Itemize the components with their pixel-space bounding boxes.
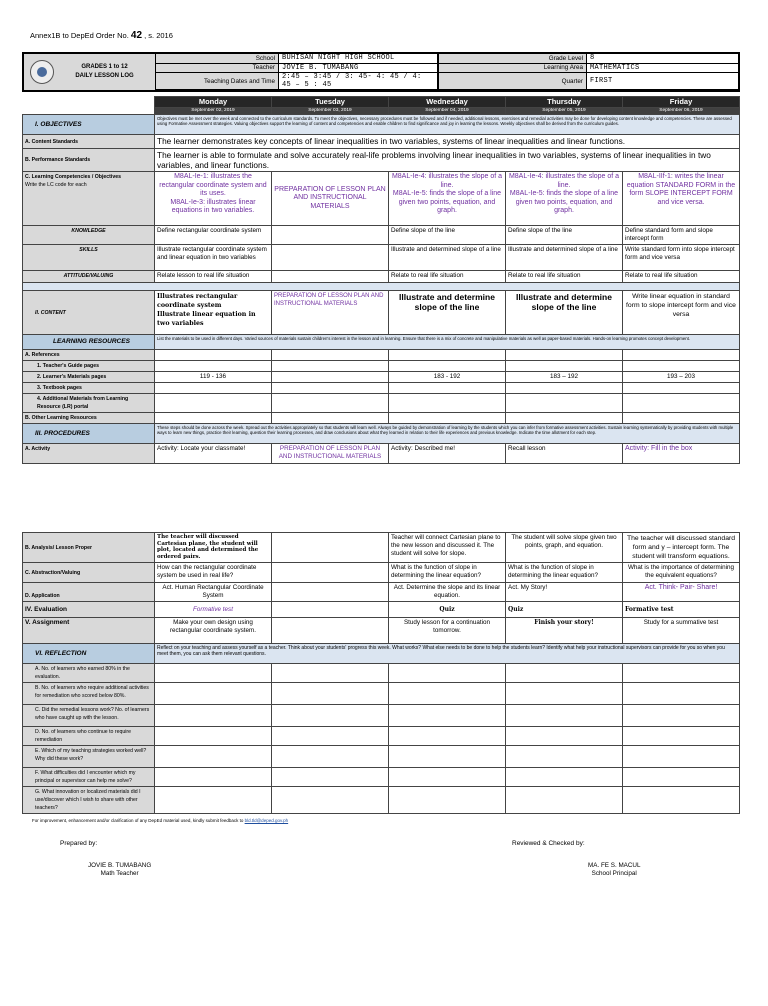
evaluation-cell — [272, 602, 389, 618]
resources-label: LEARNING RESOURCES — [23, 335, 155, 350]
reviewed-by-label: Reviewed & Checked by: — [512, 840, 585, 847]
application-cell — [272, 583, 389, 602]
day-date: September 06, 2019 — [623, 108, 740, 115]
analysis-cell: The teacher will discussed standard form and y – intercept form. The student will transform equations. — [623, 533, 740, 563]
lm-pages-cell: 183 – 192 — [506, 372, 623, 383]
evaluation-cell: Quiz — [506, 602, 623, 618]
evaluation-label: IV. Evaluation — [23, 602, 155, 618]
feedback-note: For improvement, enhancement and/or clarification of any DepEd material used, kindly submit feedback to bld.tld@deped.gov.ph — [32, 818, 289, 823]
lm-pages-cell: 119 - 136 — [155, 372, 272, 383]
reflection-item: F. What difficulties did I encounter which my principal or supervisor can help me solve? — [23, 768, 155, 787]
competency-cell: M8AL-Ie-4: illustrates the slope of a line. M8AL-Ie-5: finds the slope of a line given two points, equation, and graph. — [506, 172, 623, 226]
reflection-item: D. No. of learners who continue to require remediation — [23, 727, 155, 746]
knowledge-cell: Define rectangular coordinate system — [155, 226, 272, 245]
skills-cell: Write standard form into slope intercept form and vice versa — [623, 245, 740, 271]
competency-cell: M8AL-Ie-1: illustrates the rectangular coordinate system and its uses. M8AL-Ie-3: illustrates linear equations in two variables. — [155, 172, 272, 226]
procedures-label: III. PROCEDURES — [23, 424, 155, 444]
teacher-title: Math Teacher — [100, 870, 139, 877]
content-cell: Illustrate and determine slope of the line — [389, 291, 506, 335]
quarter-label: Quarter — [438, 73, 586, 90]
lm-pages-cell — [272, 372, 389, 383]
performance-standards-label: B. Performance Standards — [23, 149, 155, 172]
resources-text: List the materials to be used in different days. Varied sources of materials sustain children's interest in the lesson and in learning. Ensure that there is a mix of concrete and manipulative materials as well as paper-based materials. Hands-on learning promotes concept development. — [155, 335, 740, 350]
skills-cell: Illustrate and determined slope of a line — [389, 245, 506, 271]
analysis-cell: The student will solve slope given two points, graph, and equation. — [506, 533, 623, 563]
skills-cell: Illustrate rectangular coordinate system and linear equation in two variables — [155, 245, 272, 271]
content-standards-label: A. Content Standards — [23, 135, 155, 149]
skills-cell: Illustrate and determined slope of a line — [506, 245, 623, 271]
lr-portal-label: 4. Additional Materials from Learning Resource (LR) portal — [23, 394, 155, 413]
reflection-item: E. Which of my teaching strategies worked well? Why did these work? — [23, 746, 155, 768]
attitude-cell: Relate to real life situation — [506, 271, 623, 283]
analysis-label: B. Analysis/ Lesson Proper — [23, 533, 155, 563]
principal-title: School Principal — [591, 870, 637, 877]
analysis-cell: Teacher will connect Cartesian plane to the new lesson and discussed it. The student will solve for slope. — [389, 533, 506, 563]
assignment-cell — [272, 618, 389, 644]
content-label: II. CONTENT — [23, 291, 155, 335]
school-label: School — [156, 54, 278, 64]
activity-cell: Recall lesson — [506, 444, 623, 464]
assignment-cell: Finish your story! — [506, 618, 623, 644]
lm-pages-cell: 183 - 192 — [389, 372, 506, 383]
dates-label: Teaching Dates and Time — [156, 73, 278, 90]
attitude-cell: Relate to real life situation — [389, 271, 506, 283]
school-value: BUHISAN NIGHT HIGH SCHOOL — [278, 54, 438, 64]
dll-title: DAILY LESSON LOG — [75, 73, 134, 79]
assignment-cell: Make your own design using rectangular coordinate system. — [155, 618, 272, 644]
activity-cell: Activity: Locate your classmate! — [155, 444, 272, 464]
activity-cell: Activity: Fill in the box — [623, 444, 740, 464]
area-label: Learning Area — [438, 64, 586, 74]
day-header: Wednesday — [389, 97, 506, 108]
skills-label: SKILLS — [23, 245, 155, 271]
knowledge-cell: Define slope of the line — [389, 226, 506, 245]
content-cell: Illustrate and determine slope of the line — [506, 291, 623, 335]
evaluation-cell: Quiz — [389, 602, 506, 618]
application-label: D. Application — [23, 583, 155, 602]
reflection-label: VI. REFLECTION — [23, 644, 155, 664]
day-date: September 04, 2019 — [389, 108, 506, 115]
competency-cell: M8AL-Ie-4: illustrates the slope of a line. M8AL-Ie-5: finds the slope of a line given two points, equation, and graph. — [389, 172, 506, 226]
assignment-label: V. Assignment — [23, 618, 155, 644]
analysis-cell: The teacher will discussed Cartesian plane, the student will plot, located and determined the ordered pairs. — [155, 533, 272, 563]
reflection-text: Reflect on your teaching and assess yourself as a teacher. Think about your students' progress this week. What works? What else needs to be done to help the students learn? Identify what help your instructional supervisors can provide for you so when you meet them, you can ask them relevant questions. — [155, 644, 740, 664]
application-cell: Act. Think- Pair- Share! — [623, 583, 740, 602]
deped-seal-icon — [30, 60, 54, 84]
textbook-label: 3. Textbook pages — [23, 383, 155, 394]
knowledge-cell: Define standard form and slope intercept form — [623, 226, 740, 245]
abstraction-cell — [272, 563, 389, 583]
learners-materials-label: 2. Learner's Materials pages — [23, 372, 155, 383]
other-resources-label: B. Other Learning Resources — [23, 413, 155, 424]
application-cell: Act. My Story! — [506, 583, 623, 602]
day-header: Thursday — [506, 97, 623, 108]
attitude-label: ATTITUDE/VALUING — [23, 271, 155, 283]
procedures-text: These steps should be done across the week. Spread out the activities appropriately so that students will learn well. Always be guided by demonstration of learning by the students which you can infer from formative assessment activities. Sustain learning systematically by providing students with multiple ways to learn new things, practice their learning, question their learning processes, and draw conclusions about what they learned in relation to their life experiences and previous knowledge. Indicate the time allotment for each step. — [155, 424, 740, 444]
day-date: September 02, 2019 — [155, 108, 272, 115]
quarter-value: FIRST — [586, 73, 738, 90]
day-date: September 03, 2019 — [272, 108, 389, 115]
lm-pages-cell: 193 – 203 — [623, 372, 740, 383]
area-value: MATHEMATICS — [586, 64, 738, 74]
assignment-cell: Study for a summative test — [623, 618, 740, 644]
skills-cell — [272, 245, 389, 271]
feedback-email-link[interactable]: bld.tld@deped.gov.ph — [244, 818, 289, 823]
abstraction-cell: What is the function of slope in determining the linear equation? — [389, 563, 506, 583]
knowledge-cell — [272, 226, 389, 245]
content-cell: PREPARATION OF LESSON PLAN AND INSTRUCTIONAL MATERIALS — [272, 291, 389, 335]
competency-cell: M8AL-IIf-1: writes the linear equation STANDARD FORM in the form SLOPE INTERCEPT FORM and vice versa. — [623, 172, 740, 226]
teacher-label: Teacher — [156, 64, 278, 74]
dll-table-top — [22, 96, 740, 464]
day-date: September 05, 2019 — [506, 108, 623, 115]
abstraction-label: C. Abstraction/Valuing — [23, 563, 155, 583]
abstraction-cell: How can the rectangular coordinate system be used in real life? — [155, 563, 272, 583]
grade-label: Grade Level — [438, 54, 586, 64]
references-label: A. References — [23, 350, 155, 361]
day-header: Monday — [155, 97, 272, 108]
reflection-item: C. Did the remedial lessons work? No. of learners who have caught up with the lesson. — [23, 705, 155, 727]
reflection-item: A. No. of learners who earned 80% in the evaluation. — [23, 664, 155, 683]
attitude-cell — [272, 271, 389, 283]
application-cell: Act. Human Rectangular Coordinate System — [155, 583, 272, 602]
principal-name: MA. FE S. MACUL — [588, 862, 641, 869]
reflection-item: G. What innovation or localized materials did I use/discover which I wish to share with other teachers? — [23, 787, 155, 814]
grades-label: GRADES 1 to 12 — [81, 64, 128, 70]
objectives-label: I. OBJECTIVES — [23, 115, 155, 135]
prepared-by-label: Prepared by: — [60, 840, 98, 847]
objectives-text: Objectives must be met over the week and connected to the curriculum standards. To meet the objectives, necessary procedures must be followed and if needed, additional lessons, exercises and remedial activities may be done for developing content knowledge and competencies. These are assessed using Formative Assessment strategies. Valuing objectives support the learning of content and competencies and enable children to find significance and joy in learning the lessons. Weekly objectives shall be derived from the curriculum guides. — [155, 115, 740, 135]
performance-standards-text: The learner is able to formulate and solve accurately real-life problems involving linear inequalities in two variables, systems of linear inequalities in two variables, and linear functions. — [155, 149, 740, 172]
attitude-cell: Relate lesson to real life situation — [155, 271, 272, 283]
analysis-cell — [272, 533, 389, 563]
evaluation-cell: Formative test — [155, 602, 272, 618]
assignment-cell: Study lesson for a continuation tomorrow. — [389, 618, 506, 644]
knowledge-cell: Define slope of the line — [506, 226, 623, 245]
teacher-name: JOVIE B. TUMABANG — [88, 862, 152, 869]
reflection-item: B. No. of learners who require additional activities for remediation who scored below 80%. — [23, 683, 155, 705]
evaluation-cell: Formative test — [623, 602, 740, 618]
teacher-value: JOVIE B. TUMABANG — [278, 64, 438, 74]
abstraction-cell: What is the importance of determining the equivalent equations? — [623, 563, 740, 583]
teachers-guide-label: 1. Teacher's Guide pages — [23, 361, 155, 372]
principal-signature-block — [588, 862, 640, 878]
day-header: Tuesday — [272, 97, 389, 108]
activity-cell: PREPARATION OF LESSON PLAN AND INSTRUCTIONAL MATERIALS — [272, 444, 389, 464]
content-cell: Illustrates rectangular coordinate system Illustrate linear equation in two variables — [155, 291, 272, 335]
activity-cell: Activity: Described me! — [389, 444, 506, 464]
dates-value: 2:45 – 3:45 / 3: 45- 4: 45 / 4: 45 – 5 : 45 — [278, 73, 438, 90]
competency-cell: PREPARATION OF LESSON PLAN AND INSTRUCTIONAL MATERIALS — [272, 172, 389, 226]
abstraction-cell: What is the function of slope in determining the linear equation? — [506, 563, 623, 583]
attitude-cell: Relate to real life situation — [623, 271, 740, 283]
header-block — [22, 52, 740, 92]
teacher-signature-block — [88, 862, 151, 878]
competencies-label: C. Learning Competencies / Objectives Write the LC code for each — [23, 172, 155, 226]
day-header: Friday — [623, 97, 740, 108]
content-cell: Write linear equation in standard form to slope intercept form and vice versa — [623, 291, 740, 335]
grade-value: 8 — [586, 54, 738, 64]
annex-reference: Annex1B to DepEd Order No. 42 , s. 2016 — [30, 30, 173, 41]
activity-label: A. Activity — [23, 444, 155, 464]
knowledge-label: KNOWLEDGE — [23, 226, 155, 245]
logo-cell — [24, 54, 156, 90]
dll-table-bottom — [22, 532, 740, 814]
content-standards-text: The learner demonstrates key concepts of linear inequalities in two variables, systems of linear inequalities and linear functions. — [155, 135, 740, 149]
application-cell: Act. Determine the slope and its linear equation. — [389, 583, 506, 602]
